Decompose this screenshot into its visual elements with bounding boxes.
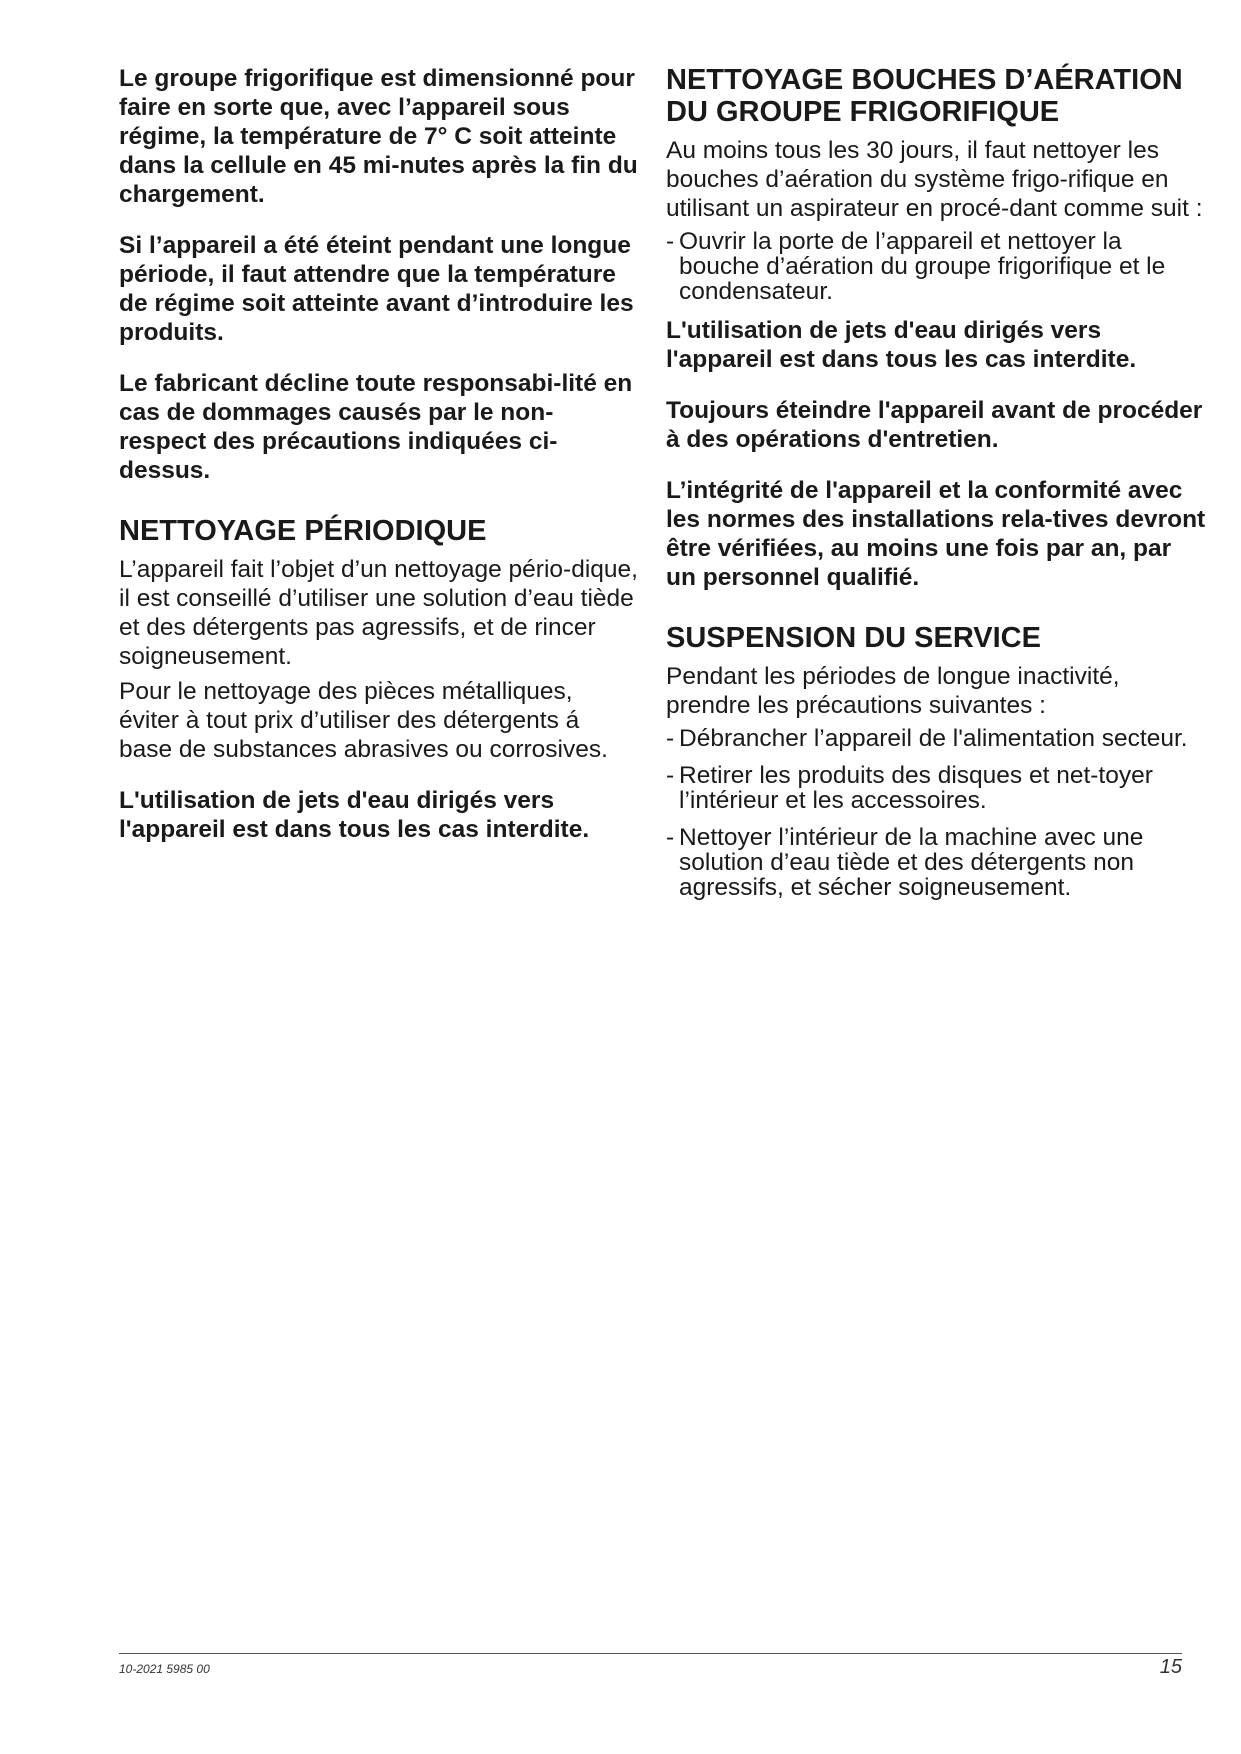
list-item: - Débrancher l’appareil de l'alimentation secteur.	[666, 726, 1206, 751]
page-number: 15	[1159, 1656, 1182, 1678]
document-code: 10-2021 5985 00	[119, 1662, 210, 1676]
section-heading-suspension: SUSPENSION DU SERVICE	[666, 622, 1041, 654]
right-column	[666, 64, 1206, 912]
left-column	[119, 64, 639, 844]
vent-cleaning-steps	[666, 229, 1206, 304]
switch-off-warning: Toujours éteindre l'appareil avant de procéder à des opérations d'entretien.	[666, 397, 1203, 453]
suspension-steps	[666, 726, 1206, 900]
section-heading-vent-cleaning: NETTOYAGE BOUCHES D’AÉRATION DU GROUPE FRIGORIFIQUE	[666, 64, 1183, 128]
liability-paragraph: Le fabricant décline toute responsabi-lité en cas de dommages causés par le non-respect des précautions indiquées ci-dessus.	[119, 370, 633, 484]
footer-divider	[119, 1653, 1182, 1654]
section-heading-periodic-cleaning: NETTOYAGE PÉRIODIQUE	[119, 515, 487, 547]
list-item: - Ouvrir la porte de l’appareil et nettoyer la bouche d’aération du groupe frigorifique et le condensateur.	[666, 229, 1206, 304]
suspension-paragraph: Pendant les périodes de longue inactivité, prendre les précautions suivantes :	[666, 663, 1120, 719]
list-item: - Nettoyer l’intérieur de la machine avec une solution d’eau tiède et des détergents non agressifs, et sécher soigneusement.	[666, 825, 1206, 900]
water-jet-warning-right: L'utilisation de jets d'eau dirigés vers l'appareil est dans tous les cas interdite.	[666, 317, 1137, 373]
cleaning-paragraph: L’appareil fait l’objet d’un nettoyage pério-dique, il est conseillé d’utiliser une solution d’eau tiède et des détergents pas agressifs, et de rincer soigneusement.	[119, 556, 638, 670]
water-jet-warning: L'utilisation de jets d'eau dirigés vers l'appareil est dans tous les cas interdite.	[119, 787, 590, 843]
list-item: - Retirer les produits des disques et net-toyer l’intérieur et les accessoires.	[666, 763, 1206, 813]
dimension-paragraph: Le groupe frigorifique est dimensionné pour faire en sorte que, avec l’appareil sous régime, la température de 7° C soit atteinte dans la cellule en 45 mi-nutes après la fin du chargement.	[119, 65, 638, 208]
metal-parts-paragraph: Pour le nettoyage des pièces métalliques, éviter à tout prix d’utiliser des détergents á base de substances abrasives ou corrosives.	[119, 678, 608, 763]
annual-check-paragraph: L’intégrité de l'appareil et la conformité avec les normes des installations rela-tives devront être vérifiées, au moins une fois par an, par un personnel qualifié.	[666, 477, 1206, 591]
vent-cleaning-paragraph: Au moins tous les 30 jours, il faut nettoyer les bouches d’aération du système frigo-rifique en utilisant un aspirateur en procé-dant comme suit :	[666, 137, 1203, 222]
waiting-paragraph: Si l’appareil a été éteint pendant une longue période, il faut attendre que la température de régime soit atteinte avant d’introduire les produits.	[119, 232, 634, 346]
